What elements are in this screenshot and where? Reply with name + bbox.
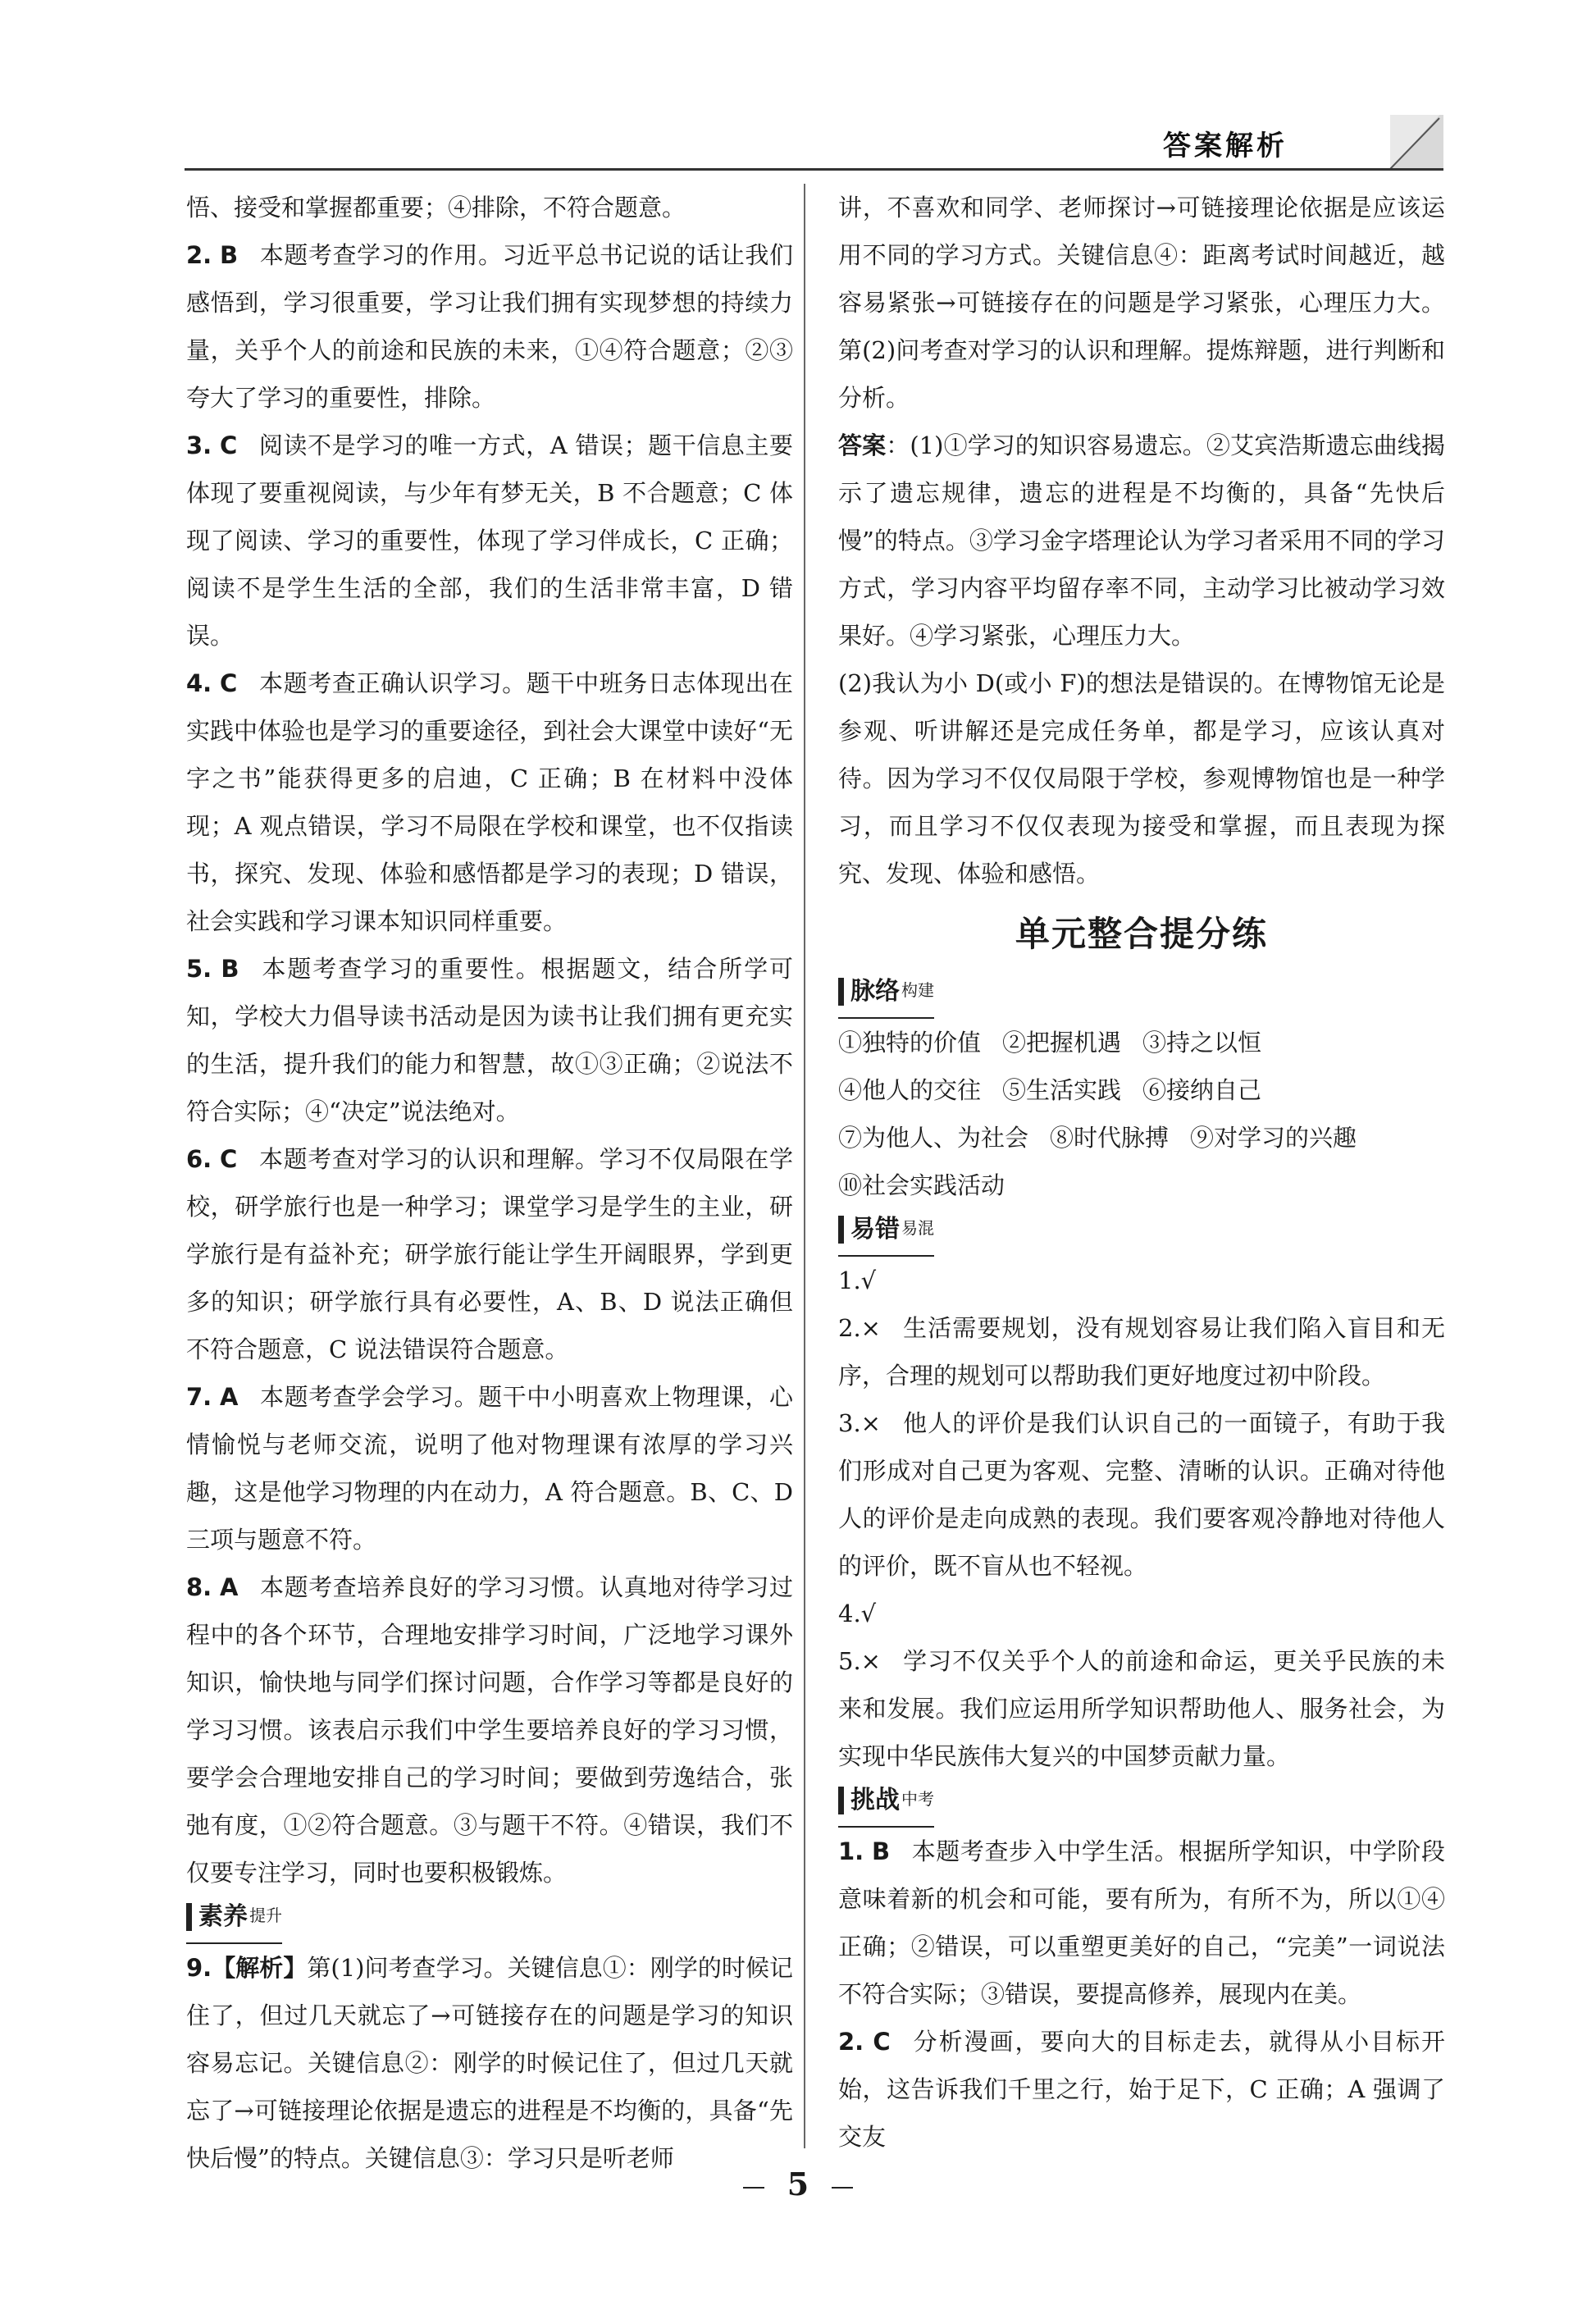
node-row-4: ⑩社会实践活动	[838, 1171, 1005, 1199]
left-intro: 悟、接受和掌握都重要；④排除，不符合题意。	[186, 194, 686, 221]
header-title: 答案解析	[1163, 130, 1288, 162]
answer-9-part2: (2)我认为小 D(或小 F)的想法是错误的。在博物馆无论是参观、听讲解还是完成任务单，都是学习，应该认真对待。因为学习不仅仅局限于学校，参观博物馆也是一种学习，而且学习不仅仅表现为接受和掌握，而且表现为探究、发现、体验和感悟。	[838, 669, 1445, 888]
answer-item-7: 7. A 本题考查学会学习。题干中小明喜欢上物理课，心情愉悦与老师交流，说明了他对物理课有浓厚的学习兴趣，这是他学习物理的内在动力，A 符合题意。B、C、D 三项与题意不符。	[186, 1383, 793, 1554]
section-header-suyang: 素养 提升	[186, 1896, 793, 1944]
answer-item-9-continued: 讲，不喜欢和同学、老师探讨→可链接理论依据是应该运用不同的学习方式。关键信息④：距离考试时间越近，越容易紧张→可链接存在的问题是学习紧张，心理压力大。第(2)问考查对学习的认识和理解。提炼辩题，进行判断和分析。	[838, 194, 1445, 412]
answer-item-6: 6. C 本题考查对学习的认识和理解。学习不仅局限在学校，研学旅行也是一种学习；课堂学习是学生的主业，研学旅行是有益补充；研学旅行能让学生开阔眼界，学到更多的知识；研学旅行具有必要性，A、B、D 说法正确但不符合题意，C 说法错误符合题意。	[186, 1145, 793, 1363]
tf-item-3: 3.× 他人的评价是我们认识自己的一面镜子，有助于我们形成对自己更为客观、完整、清晰的认识。正确对待他人的评价是走向成熟的表现。我们要客观冷静地对待他人的评价，既不盲从也不轻视。	[838, 1409, 1445, 1580]
section-bar-icon	[186, 1903, 192, 1931]
section-bar-icon	[838, 978, 844, 1006]
page-header	[0, 0, 1596, 189]
tf-item-5: 5.× 学习不仅关乎个人的前途和命运，更关乎民族的未来和发展。我们应运用所学知识帮助他人、服务社会，为实现中华民族伟大复兴的中国梦贡献力量。	[838, 1647, 1445, 1770]
left-column	[186, 184, 793, 2182]
answer-item-2: 2. B 本题考查学习的作用。习近平总书记说的话让我们感悟到，学习很重要，学习让我们拥有实现梦想的持续力量，关乎个人的前途和民族的未来，①④符合题意；②③夸大了学习的重要性，排除。	[186, 241, 793, 412]
answer-9-part1: 答案：(1)①学习的知识容易遗忘。②艾宾浩斯遗忘曲线揭示了遗忘规律，遗忘的进程是不均衡的，具备“先快后慢”的特点。③学习金字塔理论认为学习者采用不同的学习方式，学习内容平均留存率不同，主动学习比被动学习效果好。④学习紧张，心理压力大。	[838, 431, 1445, 650]
answer-item-5: 5. B 本题考查学习的重要性。根据题文，结合所学可知，学校大力倡导读书活动是因为读书让我们拥有更充实的生活，提升我们的能力和智慧，故①③正确；②说法不符合实际；④“决定”说法绝对。	[186, 955, 793, 1125]
tf-item-2: 2.× 生活需要规划，没有规划容易让我们陷入盲目和无序，合理的规划可以帮助我们更好地度过初中阶段。	[838, 1314, 1445, 1390]
page-number: 5	[0, 2166, 1596, 2202]
exam-item-1: 1. B 本题考查步入中学生活。根据所学知识，中学阶段意味着新的机会和可能，要有所为，有所不为，所以①④正确；②错误，可以重塑更美好的自己，“完美”一词说法不符合实际；③错误，要提高修养，展现内在美。	[838, 1837, 1445, 2008]
section-header-yicuo: 易错 易混	[838, 1209, 1445, 1257]
answer-item-3: 3. C 阅读不是学习的唯一方式，A 错误；题干信息主要体现了要重视阅读，与少年有梦无关，B 不合题意；C 体现了阅读、学习的重要性，体现了学习伴成长，C 正确；阅读不是学生生活的全部，我们的生活非常丰富，D 错误。	[186, 431, 793, 650]
answer-item-8: 8. A 本题考查培养良好的学习习惯。认真地对待学习过程中的各个环节，合理地安排学习时间，广泛地学习课外知识，愉快地与同学们探讨问题，合作学习等都是良好的学习习惯。该表启示我们中学生要培养良好的学习习惯，要学会合理地安排自己的学习时间；要做到劳逸结合，张弛有度，①②符合题意。③与题干不符。④错误，我们不仅要专注学习，同时也要积极锻炼。	[186, 1573, 793, 1887]
node-row-1: ①独特的价值 ②把握机遇 ③持之以恒	[838, 1029, 1262, 1057]
section-bar-icon	[838, 1216, 844, 1244]
section-header-mailuo: 脉络 构建	[838, 971, 1445, 1019]
answer-item-9: 9.【解析】第(1)问考查学习。关键信息①：刚学的时候记住了，但过几天就忘了→可链接存在的问题是学习的知识容易忘记。关键信息②：刚学的时候记住了，但过几天就忘了→可链接理论依据是遗忘的进程是不均衡的，具备“先快后慢”的特点。关键信息③：学习只是听老师	[186, 1954, 793, 2172]
section-bar-icon	[838, 1787, 844, 1814]
answer-item-4: 4. C 本题考查正确认识学习。题干中班务日志体现出在实践中体验也是学习的重要途径，到社会大课堂中读好“无字之书”能获得更多的启迪，C 正确；B 在材料中没体现；A 观点错误，学习不局限在学校和课堂，也不仅指读书，探究、发现、体验和感悟都是学习的表现；D 错误，社会实践和学习课本知识同样重要。	[186, 669, 793, 935]
exam-item-2: 2. C 分析漫画，要向大的目标走去，就得从小目标开始，这告诉我们千里之行，始于足下，C 正确；A 强调了交友	[838, 2028, 1445, 2151]
tf-item-4: 4.√	[838, 1600, 877, 1627]
node-row-3: ⑦为他人、为社会 ⑧时代脉搏 ⑨对学习的兴趣	[838, 1124, 1357, 1152]
page-number-dash-right	[832, 2187, 853, 2189]
unit-title: 单元整合提分练	[1015, 914, 1268, 954]
tf-item-1: 1.√	[838, 1267, 877, 1294]
right-column	[838, 184, 1445, 2161]
header-rule	[185, 168, 1443, 171]
column-divider	[804, 184, 805, 2148]
page-number-dash-left	[743, 2187, 764, 2189]
node-row-2: ④他人的交往 ⑤生活实践 ⑥接纳自己	[838, 1076, 1262, 1104]
section-header-tiaozhan: 挑战 中考	[838, 1780, 1445, 1828]
